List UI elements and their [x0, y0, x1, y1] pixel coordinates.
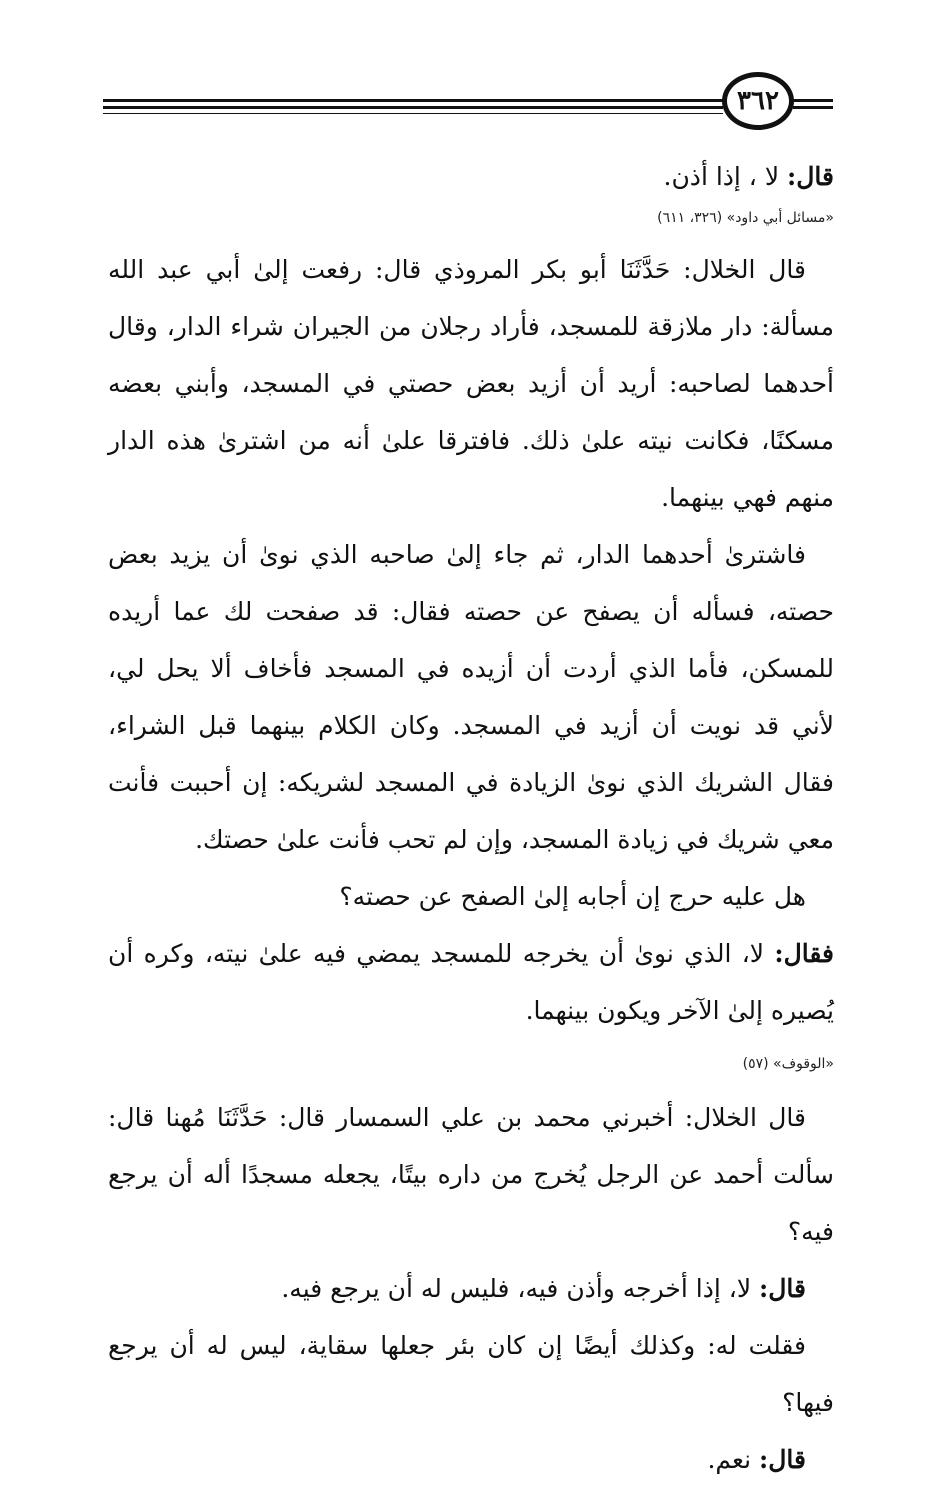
page-body [108, 148, 834, 1488]
answer-text: لا، الذي نوىٰ أن يخرجه للمسجد يمضي فيه علىٰ نيته، وكره أن يُصيره إلىٰ الآخر ويكون بينهما. [108, 939, 834, 1025]
answer-label: قال: [759, 1445, 806, 1474]
answer-paragraph [108, 148, 834, 205]
page-number: ٣٦٢ [722, 72, 794, 130]
narration-paragraph: فاشترىٰ أحدهما الدار، ثم جاء إلىٰ صاحبه الذي نوىٰ أن يزيد بعض حصته، فسأله أن يصفح عن حصته فقال: قد صفحت لك عما أريده للمسكن، فأما الذي أردت أن أزيده في المسجد فأخاف ألا يحل لي، لأني قد نويت أن أزيد في المسجد. وكان الكلام بينهما قبل الشراء، فقال الشريك الذي نوىٰ الزيادة في المسجد لشريكه: إن أحببت فأنت معي شريك في زيادة المسجد، وإن لم تحب فأنت علىٰ حصتك. [108, 540, 834, 854]
source-citation: «الوقوف» (٥٧) [742, 1056, 834, 1072]
answer-label: فقال: [774, 939, 834, 968]
answer-text: لا ، إذا أذن. [663, 162, 788, 191]
narration-paragraph: قال الخلال: أخبرني محمد بن علي السمسار قال: حَدَّثَنَا مُهنا قال: سألت أحمد عن الرجل يُخرج من داره بيتًا، يجعله مسجدًا أله أن يرجع فيه؟ [108, 1103, 834, 1246]
answer-label: قال: [787, 162, 834, 191]
answer-label: قال: [759, 1274, 806, 1303]
question-paragraph: هل عليه حرج إن أجابه إلىٰ الصفح عن حصته؟ [339, 882, 806, 911]
question-paragraph: فقلت له: وكذلك أيضًا إن كان بئر جعلها سقاية، ليس له أن يرجع فيها؟ [108, 1331, 834, 1417]
narration-paragraph: قال الخلال: حَدَّثَنَا أبو بكر المروذي قال: رفعت إلىٰ أبي عبد الله مسألة: دار ملازقة للمسجد، فأراد رجلان من الجيران شراء الدار، وقال أحدهما لصاحبه: أريد أن أزيد بعض حصتي في المسجد، وأبني بعضه مسكنًا، فكانت نيته علىٰ ذلك. فافترقا علىٰ أنه من اشترىٰ هذه الدار منهم فهي بينهما. [108, 255, 834, 512]
answer-paragraph [108, 1431, 834, 1488]
answer-text: نعم. [707, 1445, 760, 1474]
source-citation: «مسائل أبي داود» (٣٢٦، ٦١١) [657, 210, 834, 226]
answer-text: لا، إذا أخرجه وأذن فيه، فليس له أن يرجع فيه. [281, 1274, 760, 1303]
answer-paragraph [108, 925, 834, 1039]
answer-paragraph [108, 1260, 834, 1317]
